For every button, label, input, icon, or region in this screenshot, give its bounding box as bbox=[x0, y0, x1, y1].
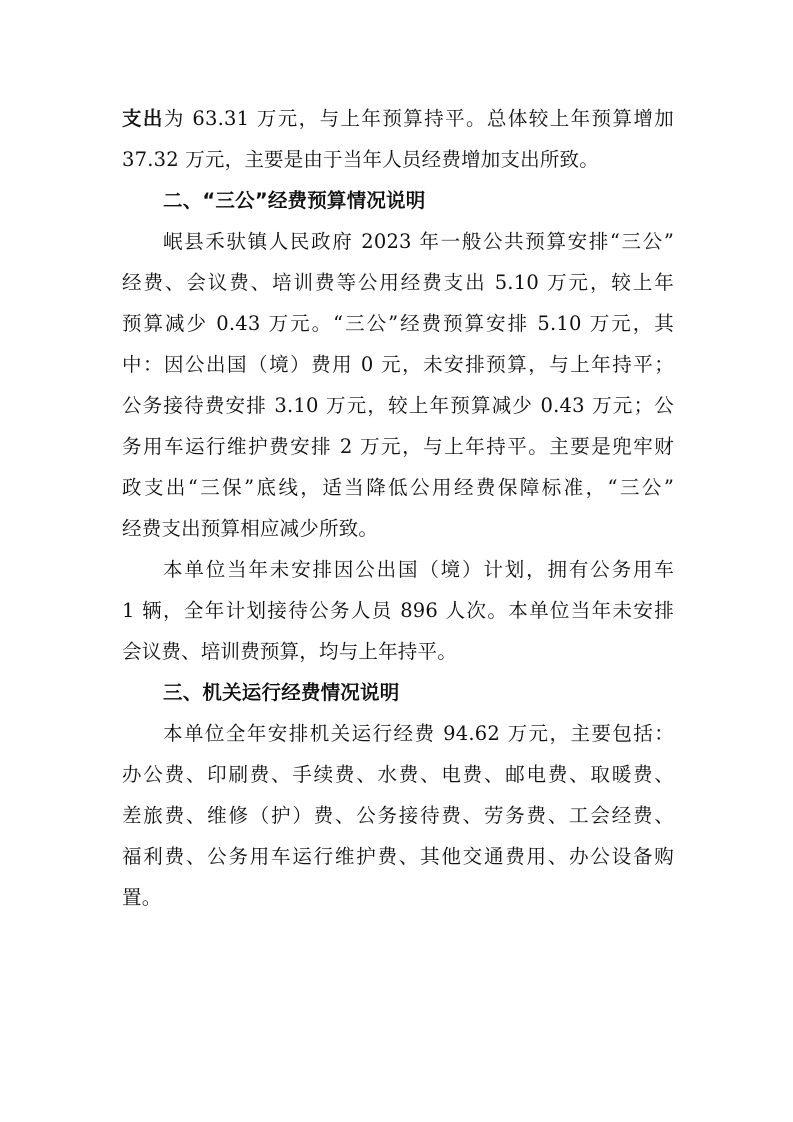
section-heading: 二、“三公”经费预算情况说明 bbox=[163, 189, 426, 212]
paragraph-line: 1 辆，全年计划接待公务人员 896 人次。本单位当年未安排 bbox=[122, 599, 674, 622]
section-heading: 三、机关运行经费情况说明 bbox=[163, 681, 400, 704]
paragraph-line: 本单位全年安排机关运行经费 94.62 万元，主要包括： bbox=[163, 722, 674, 745]
paragraph-line: 预算减少 0.43 万元。“三公”经费预算安排 5.10 万元，其 bbox=[122, 312, 674, 335]
paragraph-line: 置。 bbox=[122, 886, 162, 909]
paragraph-line: 本单位当年未安排因公出国（境）计划，拥有公务用车 bbox=[163, 558, 674, 581]
paragraph-line: 务用车运行维护费安排 2 万元，与上年持平。主要是兜牢财 bbox=[122, 435, 674, 458]
bold-lead-text: 支出 bbox=[122, 107, 164, 130]
paragraph-line: 中：因公出国（境）费用 0 元，未安排预算，与上年持平； bbox=[122, 353, 674, 376]
paragraph-line: 公务接待费安排 3.10 万元，较上年预算减少 0.43 万元；公 bbox=[122, 394, 674, 417]
paragraph-line: 会议费、培训费预算，均与上年持平。 bbox=[122, 640, 457, 663]
paragraph-text: 为 63.31 万元，与上年预算持平。总体较上年预算增加 bbox=[163, 107, 674, 130]
paragraph-line: 政支出“三保”底线，适当降低公用经费保障标准，“三公” bbox=[122, 476, 674, 499]
paragraph-line: 福利费、公务用车运行维护费、其他交通费用、办公设备购 bbox=[122, 845, 674, 868]
paragraph-line: 经费、会议费、培训费等公用经费支出 5.10 万元，较上年 bbox=[122, 271, 674, 294]
paragraph-line: 经费支出预算相应减少所致。 bbox=[122, 517, 379, 540]
paragraph-line: 37.32 万元，主要是由于当年人员经费增加支出所致。 bbox=[122, 148, 599, 171]
paragraph-line: 差旅费、维修（护）费、公务接待费、劳务费、工会经费、 bbox=[122, 804, 674, 827]
document-body bbox=[122, 98, 674, 918]
paragraph-line: 办公费、印刷费、手续费、水费、电费、邮电费、取暖费、 bbox=[122, 763, 674, 786]
paragraph-line bbox=[122, 98, 674, 139]
paragraph-line: 岷县禾驮镇人民政府 2023 年一般公共预算安排“三公” bbox=[163, 230, 674, 253]
